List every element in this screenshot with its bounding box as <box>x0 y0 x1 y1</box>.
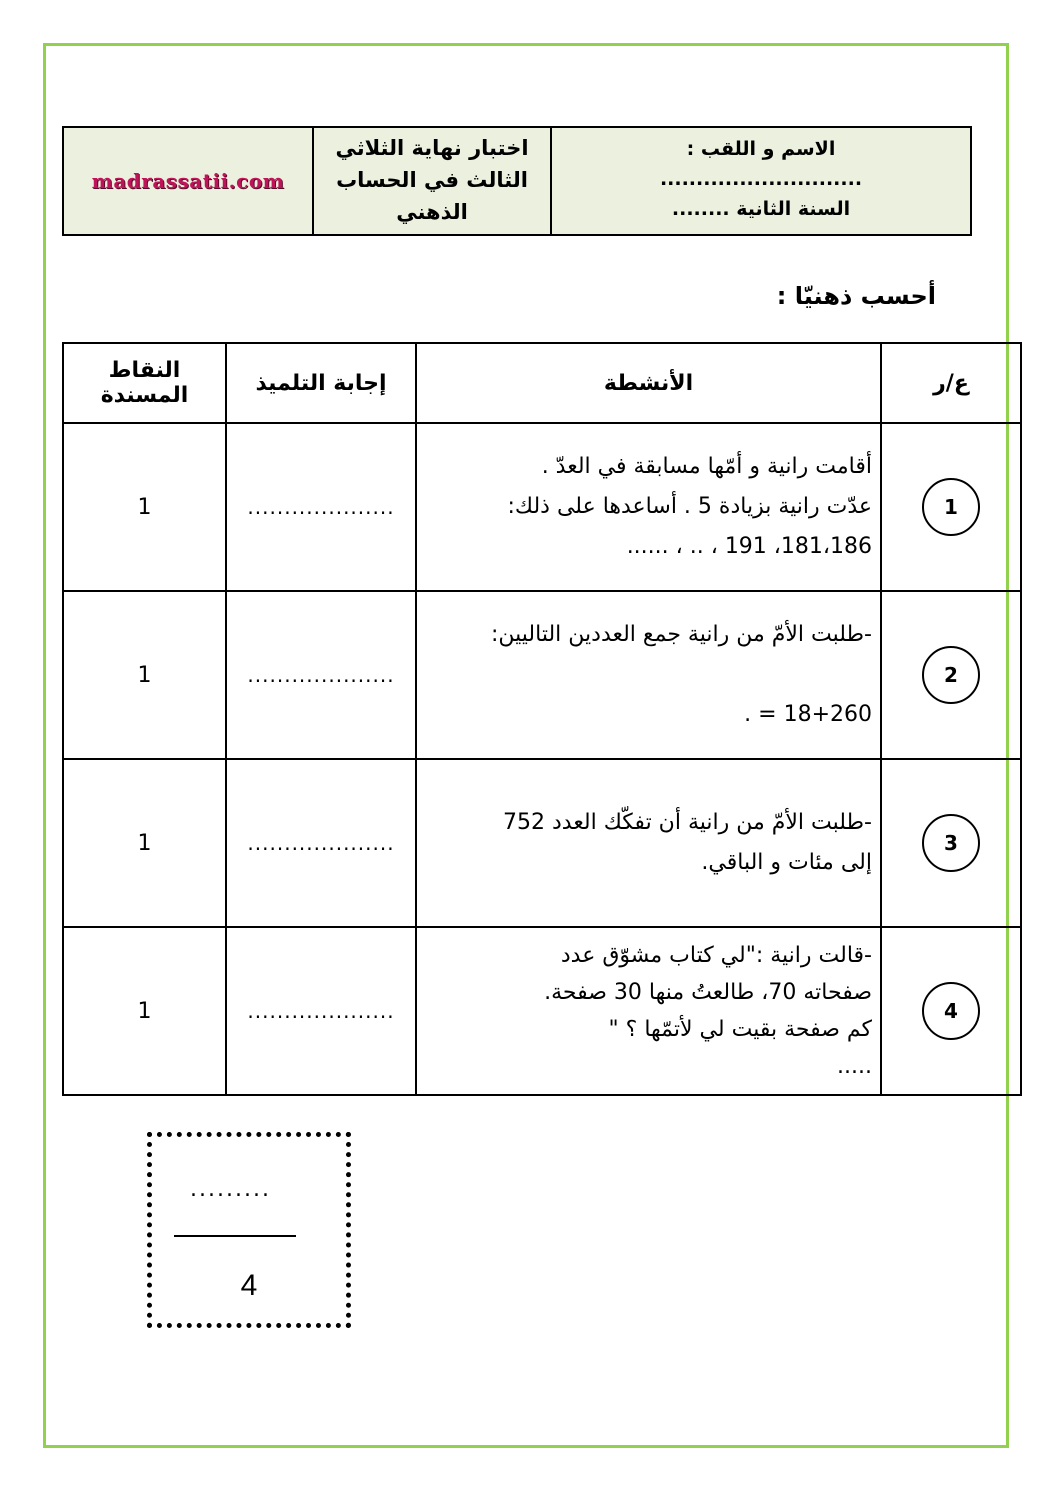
answer-field[interactable]: .................... <box>226 927 416 1095</box>
score-box <box>147 1132 351 1328</box>
header-activities: الأنشطة <box>416 343 881 423</box>
header-points: النقاط المسندة <box>63 343 226 423</box>
instruction: أحسب ذهنيّا : <box>776 282 936 310</box>
grade-label: السنة الثانية ........ <box>671 198 851 220</box>
site-logo: madrassatii.com <box>91 169 285 193</box>
student-info-cell <box>550 128 970 234</box>
activity-text: أقامت رانية و أمّها مسابقة في العدّ . عدّت رانية بزيادة 5 . أساعدها على ذلك: 181،186، 191 ، .. ، ...... <box>416 423 881 591</box>
points-value: 1 <box>63 423 226 591</box>
points-value: 1 <box>63 927 226 1095</box>
logo-cell <box>64 128 312 234</box>
row-number-badge: 1 <box>922 478 980 536</box>
table-row <box>63 423 1021 591</box>
answer-field[interactable]: .................... <box>226 591 416 759</box>
exam-title-line-1: اختبار نهاية الثلاثي <box>335 136 529 160</box>
name-label: الاسم و اللقب : <box>686 138 836 160</box>
exam-title-line-2: الثالث في الحساب <box>336 168 528 192</box>
row-number-badge: 4 <box>922 982 980 1040</box>
name-field[interactable]: ............................ <box>659 168 863 190</box>
header-table <box>62 126 972 236</box>
answer-field[interactable]: .................... <box>226 759 416 927</box>
score-total: 4 <box>240 1269 258 1302</box>
fraction-line <box>174 1235 296 1237</box>
activity-text: -طلبت الأمّ من رانية جمع العددين التاليين: 18+260 = . <box>416 591 881 759</box>
table-row <box>63 759 1021 927</box>
table-row <box>63 927 1021 1095</box>
points-value: 1 <box>63 759 226 927</box>
row-number-badge: 3 <box>922 814 980 872</box>
exam-title-line-3: الذهني <box>396 200 468 224</box>
table-header-row <box>63 343 1021 423</box>
table-row <box>63 591 1021 759</box>
answer-field[interactable]: .................... <box>226 423 416 591</box>
header-num: ع/ر <box>881 343 1021 423</box>
header-answer: إجابة التلميذ <box>226 343 416 423</box>
activities-table <box>62 342 1022 1096</box>
points-value: 1 <box>63 591 226 759</box>
activity-text: -قالت رانية :"لي كتاب مشوّق عدد صفحاته 70، طالعتُ منها 30 صفحة. كم صفحة بقيت لي لأتمّها ؟ " ..... <box>416 927 881 1095</box>
exam-title-cell <box>312 128 550 234</box>
score-field[interactable]: ......... <box>190 1177 271 1202</box>
row-number-badge: 2 <box>922 646 980 704</box>
activity-text: -طلبت الأمّ من رانية أن تفكّك العدد 752 إلى مئات و الباقي. <box>416 759 881 927</box>
